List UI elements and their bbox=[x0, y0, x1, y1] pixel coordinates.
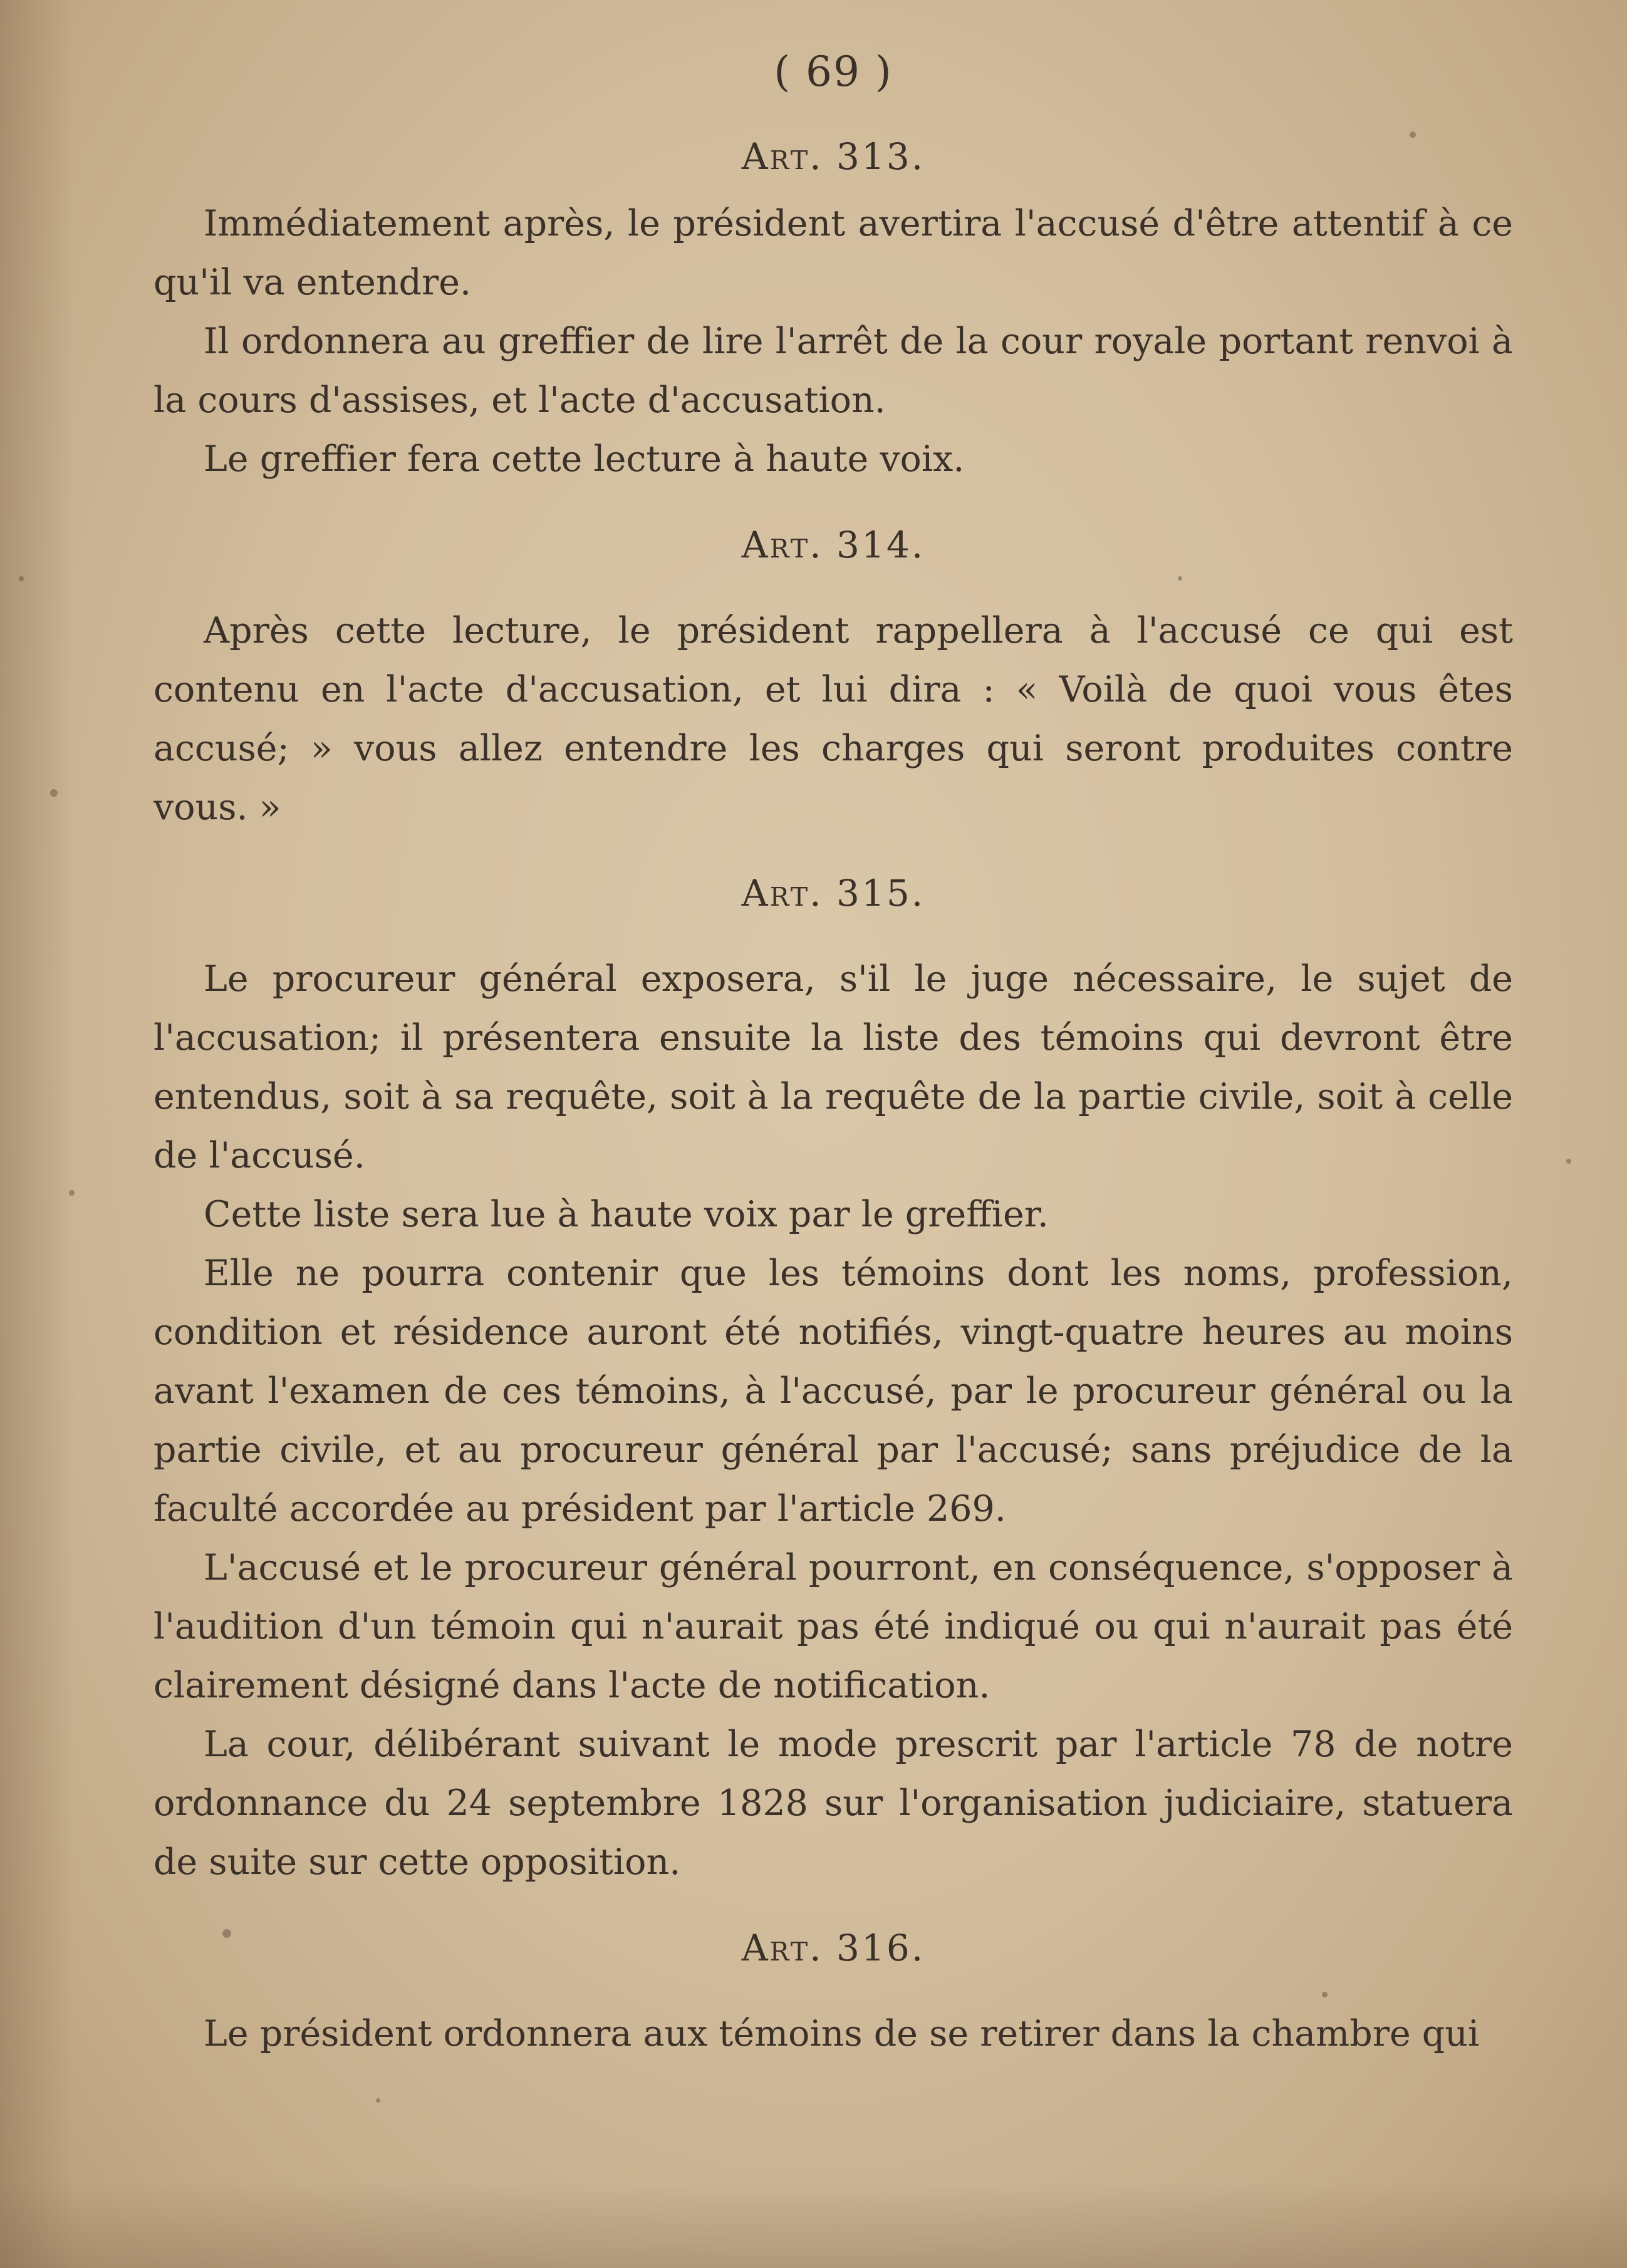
article-paragraph: Il ordonnera au greffier de lire l'arrêt de la cour royale portant renvoi à la cours d'assises, et l'acte d'accusation. bbox=[153, 321, 1513, 421]
paper-speck bbox=[50, 789, 58, 797]
article-paragraph: Cette liste sera lue à haute voix par le greffier. bbox=[204, 1194, 1049, 1235]
page-number: ( 69 ) bbox=[774, 48, 893, 96]
paper-speck bbox=[19, 576, 24, 581]
article-paragraph: Le greffier fera cette lecture à haute voix. bbox=[204, 438, 965, 480]
page-edge-shadow-left bbox=[0, 0, 75, 2268]
article-heading bbox=[153, 119, 1513, 194]
article-paragraph: L'accusé et le procureur général pourront, en conséquence, s'opposer à l'audition d'un témoin qui n'aurait pas été indiqué ou qui n'aurait pas été clairement désigné dans l'acte de notification. bbox=[153, 1547, 1513, 1706]
page-text bbox=[153, 25, 1513, 2063]
article-316 bbox=[153, 1892, 1513, 2063]
article-heading-text: Art. 316. bbox=[741, 1927, 925, 1969]
paper-speck bbox=[1566, 1159, 1571, 1164]
article-314 bbox=[153, 489, 1513, 837]
page-edge-shadow-bottom bbox=[0, 2180, 1627, 2268]
paper-speck bbox=[69, 1190, 75, 1196]
article-315 bbox=[153, 837, 1513, 1892]
article-heading-text: Art. 315. bbox=[741, 872, 925, 914]
article-paragraph: La cour, délibérant suivant le mode prescrit par l'article 78 de notre ordonnance du 24 septembre 1828 sur l'organisation judiciaire, statuera de suite sur cette opposition. bbox=[153, 1724, 1513, 1883]
article-paragraph: Le procureur général exposera, s'il le juge nécessaire, le sujet de l'accusation; il présentera ensuite la liste des témoins qui devront être entendus, soit à sa requête, soit à la requête de la partie civile, soit à celle de l'accusé. bbox=[153, 958, 1513, 1176]
article-paragraph: Le président ordonnera aux témoins de se retirer dans la chambre qui bbox=[204, 2013, 1480, 2054]
article-heading bbox=[153, 1892, 1513, 2004]
article-heading-text: Art. 314. bbox=[741, 524, 925, 566]
article-313 bbox=[153, 119, 1513, 489]
paper-speck bbox=[376, 2098, 380, 2103]
article-heading bbox=[153, 489, 1513, 601]
article-heading bbox=[153, 837, 1513, 950]
article-paragraph: Après cette lecture, le président rappellera à l'accusé ce qui est contenu en l'acte d'accusation, et lui dira : « Voilà de quoi vous êtes accusé; » vous allez entendre les charges qui seront produites contre vous. » bbox=[153, 610, 1513, 828]
article-paragraph: Elle ne pourra contenir que les témoins dont les noms, profession, condition et résidence auront été notifiés, vingt-quatre heures au moins avant l'examen de ces témoins, à l'accusé, par le procureur général ou la partie civile, et au procureur général par l'accusé; sans préjudice de la faculté accordée au président par l'article 269. bbox=[153, 1253, 1513, 1530]
article-heading-text: Art. 313. bbox=[741, 135, 925, 178]
article-paragraph: Immédiatement après, le président avertira l'accusé d'être attentif à ce qu'il va entendre. bbox=[153, 203, 1513, 303]
